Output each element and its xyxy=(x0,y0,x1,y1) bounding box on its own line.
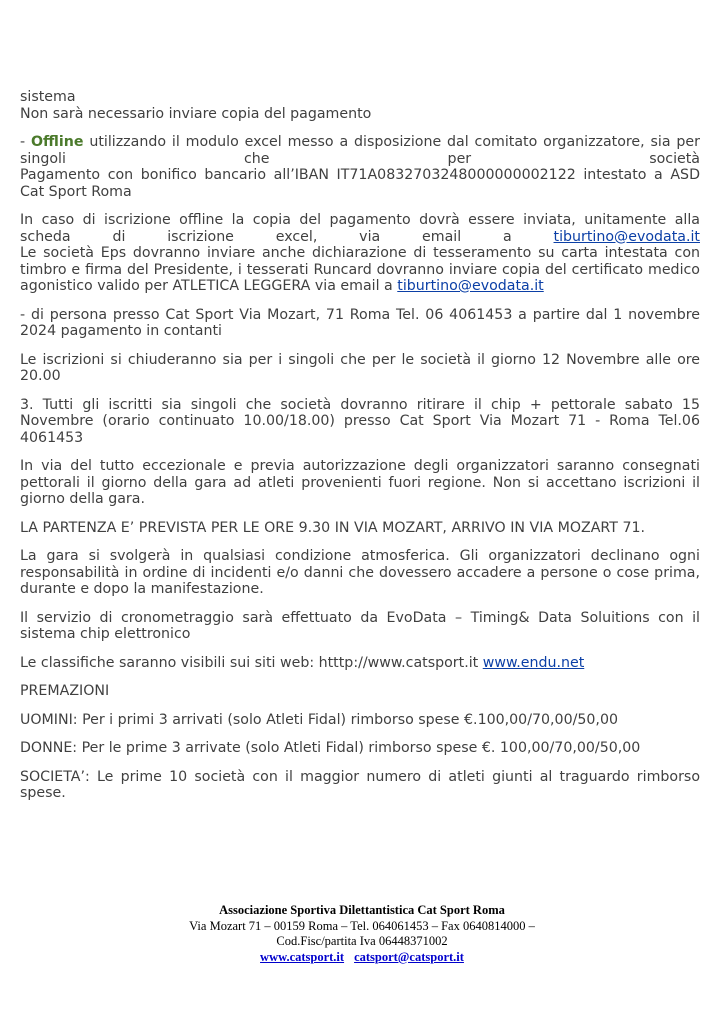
paragraph-registration-close: Le iscrizioni si chiuderanno sia per i singoli che per le società il giorno 12 Novembre alle ore 20.00 xyxy=(20,351,700,384)
text-no-payment-copy: Non sarà necessario inviare copia del pagamento xyxy=(20,105,372,122)
footer-email-link[interactable]: catsport@catsport.it xyxy=(354,949,464,964)
offline-copy-text: In caso di iscrizione offline la copia del pagamento dovrà essere inviata, unitamente alla scheda di iscrizione excel, via email a xyxy=(20,212,700,245)
paragraph-offline-instructions xyxy=(20,212,700,295)
paragraph-team-awards: SOCIETA’: Le prime 10 società con il maggior numero di atleti giunti al traguardo rimborso spese. xyxy=(20,768,700,801)
footer-address: Via Mozart 71 – 00159 Roma – Tel. 064061453 – Fax 0640814000 – xyxy=(189,918,535,933)
paragraph-timing: Il servizio di cronometraggio sarà effettuato da EvoData – Timing& Data Soluitions con il sistema chip elettronico xyxy=(20,609,700,642)
paragraph-offline xyxy=(20,134,700,200)
paragraph-payment-note xyxy=(20,89,700,122)
footer-links xyxy=(0,950,724,966)
offline-label: Offline xyxy=(31,134,84,150)
paragraph-men-awards: UOMINI: Per i primi 3 arrivati (solo Atleti Fidal) rimborso spese €.100,00/70,00/50,00 xyxy=(20,711,618,728)
email-link-2[interactable]: tiburtino@evodata.it xyxy=(397,278,544,294)
footer-org-name: Associazione Sportiva Dilettantistica Cat Sport Roma xyxy=(219,903,505,917)
paragraph-start: LA PARTENZA E’ PREVISTA PER LE ORE 9.30 IN VIA MOZART, ARRIVO IN VIA MOZART 71. xyxy=(20,519,646,536)
document-body xyxy=(20,89,700,814)
heading-awards: PREMAZIONI xyxy=(20,683,110,699)
text-sistema: sistema xyxy=(20,89,76,105)
paragraph-weather: La gara si svolgerà in qualsiasi condizione atmosferica. Gli organizzatori declinano ogni responsabilità in ordine di incidenti e/o danni che dovessero accadere a persone o cose prima, durante e dopo la manifestazione. xyxy=(20,548,700,597)
paragraph-in-person: - di persona presso Cat Sport Via Mozart, 71 Roma Tel. 06 4061453 a partire dal 1 novembre 2024 pagamento in contanti xyxy=(20,306,700,339)
bank-transfer-text: Pagamento con bonifico bancario all’IBAN IT71A0832703248000000002122 intestato a ASD Cat Sport Roma xyxy=(20,167,700,200)
email-link-1[interactable]: tiburtino@evodata.it xyxy=(553,228,700,245)
offline-line: - Offline utilizzando il modulo excel messo a disposizione dal comitato organizzatore, sia per singoli che per società xyxy=(20,134,700,167)
offline-text: utilizzando il modulo excel messo a disposizione dal comitato organizzatore, sia per singoli che per società xyxy=(20,134,700,167)
eps-instructions xyxy=(20,245,700,295)
footer xyxy=(0,903,724,965)
endu-link[interactable]: www.endu.net xyxy=(482,654,585,671)
offline-copy-line xyxy=(20,212,700,245)
results-text: Le classifiche saranno visibili sui siti web: htttp://www.catsport.it xyxy=(20,654,483,671)
footer-website-link[interactable]: www.catsport.it xyxy=(260,949,345,964)
eps-text: Le società Eps dovranno inviare anche dichiarazione di tesseramento su carta intestata con timbro e firma del Presidente, i tesserati Runcard dovranno inviare copia del certificato medico agonistico valido per ATLETICA LEGGERA via email a xyxy=(20,245,700,294)
paragraph-exception: In via del tutto eccezionale e previa autorizzazione degli organizzatori saranno consegnati pettorali il giorno della gara ad atleti provenienti fuori regione. Non si accettano iscrizioni il giorno della gara. xyxy=(20,458,700,507)
paragraph-results xyxy=(20,655,700,672)
footer-tax-code: Cod.Fisc/partita Iva 06448371002 xyxy=(276,934,448,948)
paragraph-women-awards: DONNE: Per le prime 3 arrivate (solo Atleti Fidal) rimborso spese €. 100,00/70,00/50,00 xyxy=(20,740,641,756)
paragraph-pickup: 3. Tutti gli iscritti sia singoli che società dovranno ritirare il chip + pettorale sabato 15 Novembre (orario continuato 10.00/18.00) presso Cat Sport Via Mozart 71 - Roma Tel.06 4061453 xyxy=(20,396,700,446)
